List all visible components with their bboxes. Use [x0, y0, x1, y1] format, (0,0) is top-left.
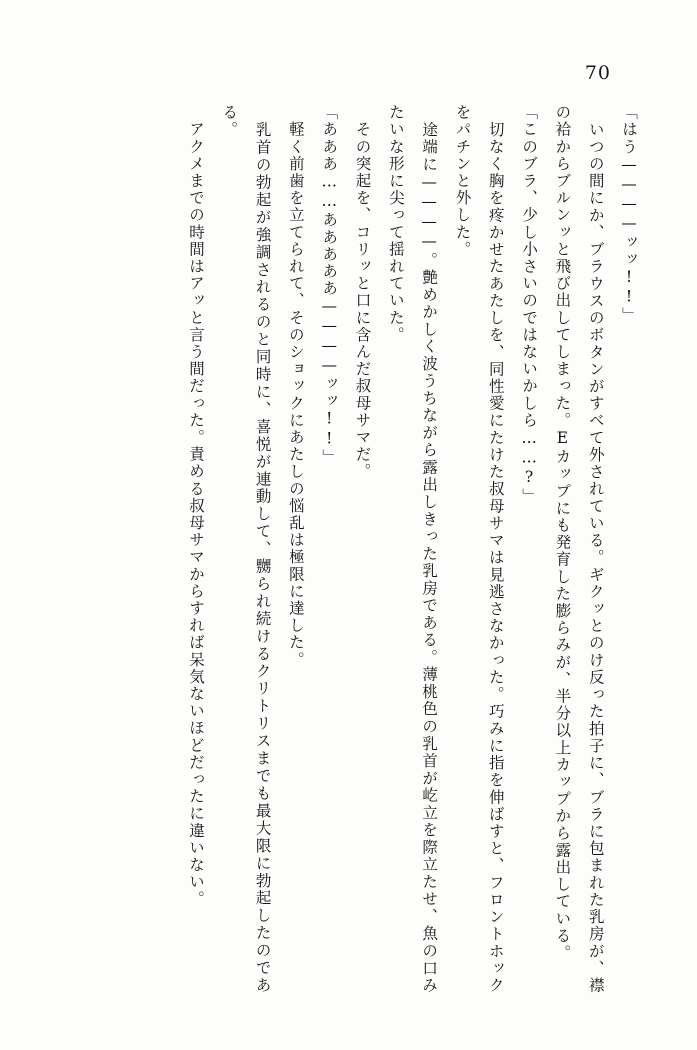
- paragraph: その突起を、コリッと口に含んだ叔母サマだ。: [353, 104, 372, 481]
- paragraph: 途端に————。艶めかしく波うちながら露出しきった乳房である。薄桃色の乳首が屹立を際立たせ、魚の口みたいな形に尖って揺れていた。: [386, 104, 439, 994]
- paragraph: 切なく胸を疼かせたあたしを、同性愛にたけた叔母サマは見逃さなかった。巧みに指を伸ばすと、フロントホックをパチンと外した。: [453, 104, 505, 994]
- body-text-column: [65, 104, 645, 994]
- paragraph: 「あああ……あああああ————ッッ!!」: [320, 104, 339, 466]
- paragraph: 「はう————ッッ!!」: [620, 104, 638, 325]
- page-number: 70: [584, 62, 611, 84]
- paragraph: 「このブラ、少し小さいのではないかしら……?」: [520, 104, 539, 505]
- paragraph: 乳首の勃起が強調されるのと同時に、喜悦が連動して、嬲られ続けるクリトリスまでも最大限に勃起したのである。: [220, 104, 272, 994]
- paragraph: アクメまでの時間はアッと言う間だった。責める叔母サマからすれば呆気ないほどだったに違いない。: [186, 104, 205, 908]
- paragraph: いつの間にか、ブラウスのボタンがすべて外されている。ギクッとのけ反った拍子に、ブラに包まれた乳房が、襟の袷からブルンッと飛び出してしまった。Eカップにも発育した膨らみが、半分以上カップから露出している。: [553, 104, 605, 994]
- paragraph: 軽く前歯を立てられて、そのショックにあたしの悩乱は極限に達した。: [286, 104, 305, 669]
